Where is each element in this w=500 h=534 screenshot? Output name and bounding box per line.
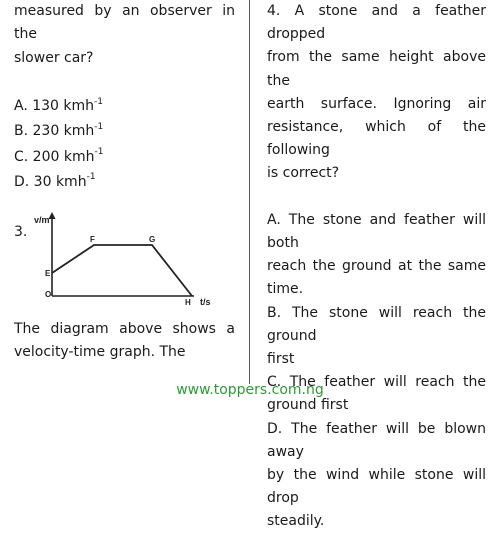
q2-text-line-2: slower car? (14, 49, 94, 66)
q3-number: 3. (14, 224, 28, 241)
graph-point-g: G (149, 235, 156, 244)
graph-point-o: O (45, 290, 52, 299)
q2-option-b: B. 230 kmh$^{-1}$ (14, 121, 104, 140)
graph-y-axis-arrow (49, 212, 56, 219)
footer-url: www.toppers.com.ng (176, 382, 324, 398)
q4-text-line-5: is correct? (267, 165, 340, 182)
graph-x-label: t/s (200, 297, 211, 305)
q3-text-line-1: The diagram above shows a (14, 321, 235, 337)
q2-text-line-1: measured by an observer in the (14, 3, 235, 43)
q4-option-b: B. The stone will reach the ground first (267, 304, 486, 368)
graph-point-f: F (90, 235, 95, 244)
q4-option-a: A. The stone and feather will both reach the ground at the same time. (267, 211, 486, 298)
q4-text-line-2: from the same height above the (267, 49, 486, 89)
graph-y-label: v/m (34, 215, 50, 225)
graph-velocity-line (52, 245, 192, 296)
q2-option-a: A. 130 kmh$^{-1}$ (14, 96, 104, 115)
q2-option-c: C. 200 kmh$^{-1}$ (14, 146, 104, 165)
q3-text-line-2: velocity-time graph. The (14, 344, 186, 361)
q3-text (14, 318, 235, 364)
column-divider (249, 0, 250, 384)
q4-text-line-1: 4. A stone and a feather dropped (267, 3, 486, 43)
velocity-time-graph (14, 205, 239, 305)
q2-option-d: D. 30 kmh$^{-1}$ (14, 172, 96, 190)
q4-option-d: D. The feather will be blown away by the wind while stone will drop steadily. (267, 420, 486, 530)
right-column (267, 0, 486, 534)
graph-point-h: H (185, 298, 191, 305)
q4-text-line-4: resistance, which of the following (267, 119, 486, 159)
q4-option-c: C. The feather will reach the ground first (267, 374, 486, 414)
q4-text-line-3: earth surface. Ignoring air (267, 95, 486, 112)
graph-point-e: E (45, 269, 51, 278)
